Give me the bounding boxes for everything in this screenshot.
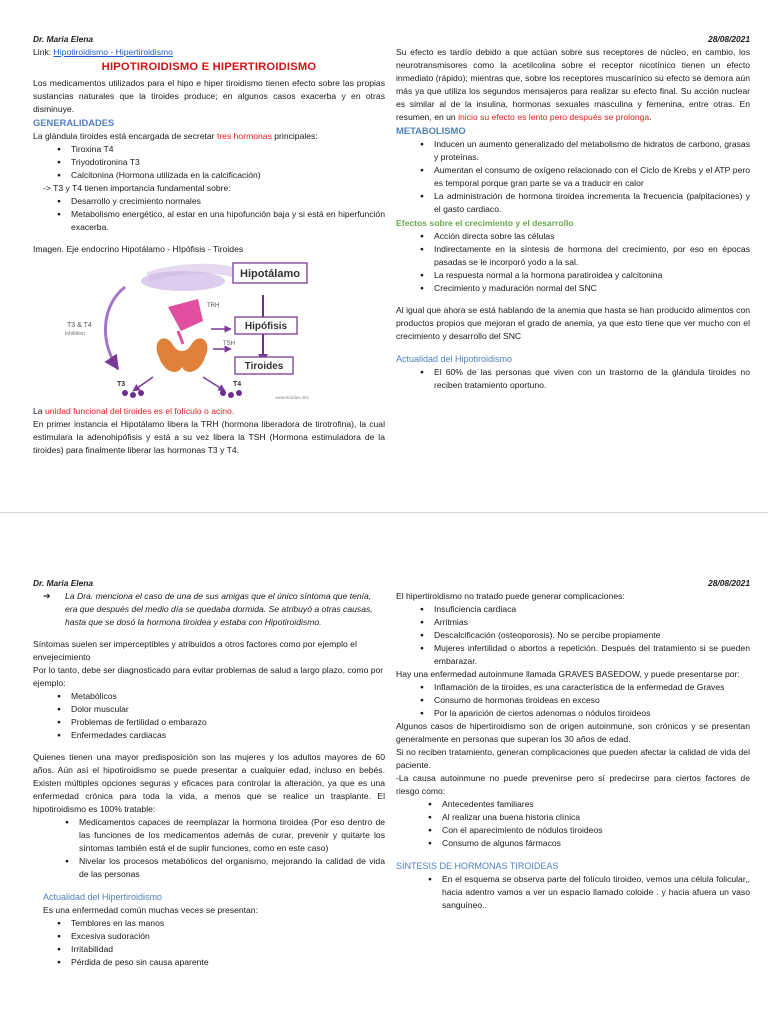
document-date: 28/08/2021 <box>708 578 750 588</box>
list-item: ● Medicamentos capaces de reemplazar la hormona tiroidea (Por eso dentro de las funciones de los medicamentos además de curar, prevenir y quitarte los síntomas también está el de suplir funciones, como en este caso) <box>33 816 385 855</box>
figure-credit: www.tiroides.info <box>275 395 309 400</box>
list-item: ● Metabolismo energético, al estar en una hipofunción baja y si está en hiperfunción exacerba. <box>33 208 385 234</box>
list-item: ● Enfermedades cardiacas <box>33 729 385 742</box>
list-item: ● Inducen un aumento generalizado del metabolismo de hidratos de carbono, grasas y proteínas. <box>396 138 750 164</box>
document-date: 28/08/2021 <box>708 34 750 44</box>
author-name: Dr. Maria Elena <box>33 34 94 44</box>
link-line <box>33 46 385 59</box>
autoinmune-paragraph: Algunos casos de hipertiroidismo son de origen autoinmune, son crónicos y se presentan generalmente en personas que superan los 30 años de edad. <box>396 721 750 744</box>
t3t4-line: -> T3 y T4 tienen importancia fundamental sobre: <box>43 183 231 193</box>
trh-paragraph: En primer instancia el Hipotálamo libera la TRH (hormona liberadora de tirotrofina), la cual estimulara la adenohipófisis y está a su vez libera la TSH (Hormona estimuladora de la tiroides) para finalmente liberar las hormonas T3 y T4. <box>33 419 385 455</box>
hipofisis-label: Hipófisis <box>244 321 288 332</box>
sintesis-list <box>396 873 750 912</box>
list-item: ● Consumo de algunos fármacos <box>396 837 750 850</box>
page2-right-column <box>396 577 750 912</box>
list-item: ● Desarrollo y crecimiento normales <box>33 195 385 208</box>
hiper-intro: Es una enfermedad común muchas veces se presentan: <box>43 905 258 915</box>
endocrine-axis-diagram <box>63 259 313 401</box>
quote-item <box>33 590 385 629</box>
riesgo-list <box>396 798 750 850</box>
effect-end: . <box>649 112 652 122</box>
image-caption: Imagen. Eje endocrino Hipotálamo - HIpófisis - Tiroides <box>33 244 244 254</box>
list-item: ● Irritabilidad <box>33 943 385 956</box>
arrow-icon: ➔ <box>43 591 51 601</box>
author-name: Dr. Maria Elena <box>33 578 94 588</box>
gland-highlight: tres hormonas <box>216 131 272 141</box>
effect-highlight: inicio su efecto es lento pero después se prolonga <box>458 112 650 122</box>
generalidades-heading: GENERALIDADES <box>33 117 115 128</box>
list-item: ● La administración de hormona tiroidea incrementa la frecuencia (palpitaciones) y el gasto cardiaco. <box>396 190 750 216</box>
unit-highlight: unidad funcional del tiroides es el folículo o acino. <box>44 406 235 416</box>
trh-label: TRH <box>207 303 220 309</box>
list-item: ● Antecedentes familiares <box>396 798 750 811</box>
feedback-arrow-left <box>105 287 125 369</box>
t3t4-feedback-label: T3 & T4 <box>67 322 92 329</box>
unit-text: La <box>33 406 45 416</box>
effect-paragraph <box>396 46 750 124</box>
list-item: ● Por la aparición de ciertos adenomas o nódulos tiroideos <box>396 707 750 720</box>
source-link[interactable]: Hipotiroidismo - Hipertiroidismo <box>53 47 173 57</box>
document-title: HIPOTIROIDISMO E HIPERTIROIDISMO <box>101 61 317 73</box>
page1-right-column <box>396 33 750 392</box>
sintomas-paragraph: Síntomas suelen ser imperceptibles y atribuidos a otros factores como por ejemplo el envejecimiento <box>33 639 357 662</box>
t3-label: T3 <box>117 381 126 388</box>
list-item: ● Inflamación de la tiroides, es una característica de la enfermedad de Graves <box>396 681 750 694</box>
crecimiento-list <box>396 230 750 295</box>
metabolismo-heading: METABOLISMO <box>396 125 466 136</box>
gland-text: La glándula tiroides está encargada de secretar <box>33 131 217 141</box>
list-item: ● Triyodotironina T3 <box>33 156 385 169</box>
endocrine-axis-figure <box>63 259 313 401</box>
intro-paragraph: Los medicamentos utilizados para el hipo e hiper tiroidismo tienen efecto sobre las propias sustancias naturales que la tiroides produce; en algunos casos exacerba y en otras disminuye. <box>33 78 385 114</box>
inhibition-label: Inhibition <box>65 331 86 337</box>
gland-text-end: principales: <box>271 131 318 141</box>
prevenir-paragraph: -La causa autoinmune no puede prevenirse pero sí predecirse para ciertos factores de riesgo como: <box>396 773 750 796</box>
list-item: ● Al realizar una buena historia clínica <box>396 811 750 824</box>
treatments-list <box>33 816 385 881</box>
list-item: ● Metabólicos <box>33 690 385 703</box>
predisposicion-paragraph: Quienes tienen una mayor predisposición son las mujeres y los adultos mayores de 60 años. Aún así el hipotiroidismo se puede presentar a cualquier edad, incluso en bebés. Existen múltiples opciones seguras y eficaces para controlar la alteración, ya que es una enfermedad crónica para toda la vida, a menos que se realice un trasplante. El hipotiroidismo es 100% tratable: <box>33 752 385 814</box>
list-item: ● Insuficiencia cardiaca <box>396 603 750 616</box>
link-label: Link: <box>33 47 52 57</box>
actualidad-list <box>396 366 750 392</box>
sin-tratamiento-paragraph: Si no reciben tratamiento, generan complicaciones que pueden afectar la calidad de vida del paciente. <box>396 747 750 770</box>
list-item: ● Mujeres infertilidad o abortos a repetición. Después del tratamiento si se pueden embarazar. <box>396 642 750 668</box>
actualidad-hipo-heading: Actualidad del Hipotiroidismo <box>396 354 513 364</box>
list-item: ● Dolor muscular <box>33 703 385 716</box>
effect-text: Su efecto es tardío debido a que actúan sobre sus receptores de núcleo, en cambio, los neurotransmisores como la acetilcolina sobre el receptor nicotínico tienen un efecto inmediato (rápido); mientras que, sobre los receptores muscarínico su efecto se demora aún más ya que utiliza los segundos mensajeros para realizar su efecto final. Su acción nuclear es similar al de la insulina, hormonas sexuales masculina y femenina, entre otras. En resumen, en un <box>396 47 750 122</box>
list-item: ● Calcitonina (Hormona utilizada en la calcificación) <box>33 169 385 182</box>
page2-left-column <box>33 577 385 969</box>
list-item: ● El 60% de las personas que viven con un trastorno de la glándula tiroides no reciben tratamiento oportuno. <box>396 366 750 392</box>
hiper-symptoms-list <box>33 917 385 969</box>
t3t4-list <box>33 195 385 234</box>
list-item: ● Temblores en las manos <box>33 917 385 930</box>
problems-list <box>33 690 385 742</box>
list-item: ● Aumentan el consumo de oxígeno relacionado con el Ciclo de Krebs y el ATP pero es temporal porque gran parte se va a traducir en calor <box>396 164 750 190</box>
list-item: ● Excesiva sudoración <box>33 930 385 943</box>
list-item: ● Pérdida de peso sin causa aparente <box>33 956 385 969</box>
quote-text: La Dra. menciona el caso de una de sus amigas que el único síntoma que tenía, era que después del medio día se quedaba dormida. Se atribuyó a otras causas, hasta que se dosó la hormona tiroidea y estaba con Hipotiroidismo. <box>65 591 373 627</box>
complicaciones-intro: El hipertiroidismo no tratado puede generar complicaciones: <box>396 591 625 601</box>
list-item: ● Acción directa sobre las células <box>396 230 750 243</box>
graves-paragraph: Hay una enfermedad autoinmune llamada GRAVES BASEDOW, y puede presentarse por: <box>396 669 740 679</box>
crecimiento-heading: Efectos sobre el crecimiento y el desarrollo <box>396 218 574 228</box>
list-item: ● Descalcificación (osteoporosis). No se percibe propiamente <box>396 629 750 642</box>
list-item: ● Problemas de fertilidad o embarazo <box>33 716 385 729</box>
document-page-2 <box>0 512 768 1024</box>
list-item: ● Crecimiento y maduración normal del SNC <box>396 282 750 295</box>
functional-unit-sentence <box>33 405 385 418</box>
list-item: ● La respuesta normal a la hormona paratiroidea y calcitonina <box>396 269 750 282</box>
graves-list <box>396 681 750 720</box>
hypothalamus-region <box>141 271 225 291</box>
hormones-list <box>33 143 385 182</box>
sintesis-heading: SÍNTESIS DE HORMONAS TIROIDEAS <box>396 861 559 871</box>
complicaciones-list <box>396 603 750 668</box>
page1-left-column <box>33 33 385 457</box>
actualidad-hiper-heading: Actualidad del Hipertiroidismo <box>43 892 163 902</box>
list-item: ● Arritmias <box>396 616 750 629</box>
diagnostico-paragraph: Por lo tanto, debe ser diagnosticado para evitar problemas de salud a largo plazo, como por ejemplo: <box>33 665 384 688</box>
gland-sentence <box>33 130 385 143</box>
list-item: ● Nivelar los procesos metabólicos del organismo, mejorando la calidad de vida de las personas <box>33 855 385 881</box>
list-item: ● En el esquema se observa parte del folículo tiroideo, vemos una célula folicular,, hacia adentro vamos a ver un espacio llamado coloide . y hacia afuera un vaso sanguíneo.. <box>396 873 750 912</box>
tiroides-label: Tiroides <box>244 361 284 372</box>
pituitary-shape <box>168 299 203 331</box>
list-item: ● Con el aparecimiento de nódulos tiroideos <box>396 824 750 837</box>
list-item: ● Consumo de hormonas tiroideas en exceso <box>396 694 750 707</box>
list-item: ● Indirectamente en la síntesis de hormona del crecimiento, por eso en épocas pasadas se le incorporó yodo a la sal. <box>396 243 750 269</box>
list-item: ● Tiroxina T4 <box>33 143 385 156</box>
tsh-label: TSH <box>223 341 235 347</box>
hipotalamo-label: Hipotálamo <box>240 268 300 280</box>
t4-label: T4 <box>233 381 242 388</box>
metabolismo-list <box>396 138 750 216</box>
anemia-paragraph: Al igual que ahora se está hablando de la anemia que hasta se han producido alimentos con productos propios que mejoran el grado de anemia, ya que esto tiene que ver mucho con el crecimiento y desarrollo del SNC <box>396 305 750 341</box>
